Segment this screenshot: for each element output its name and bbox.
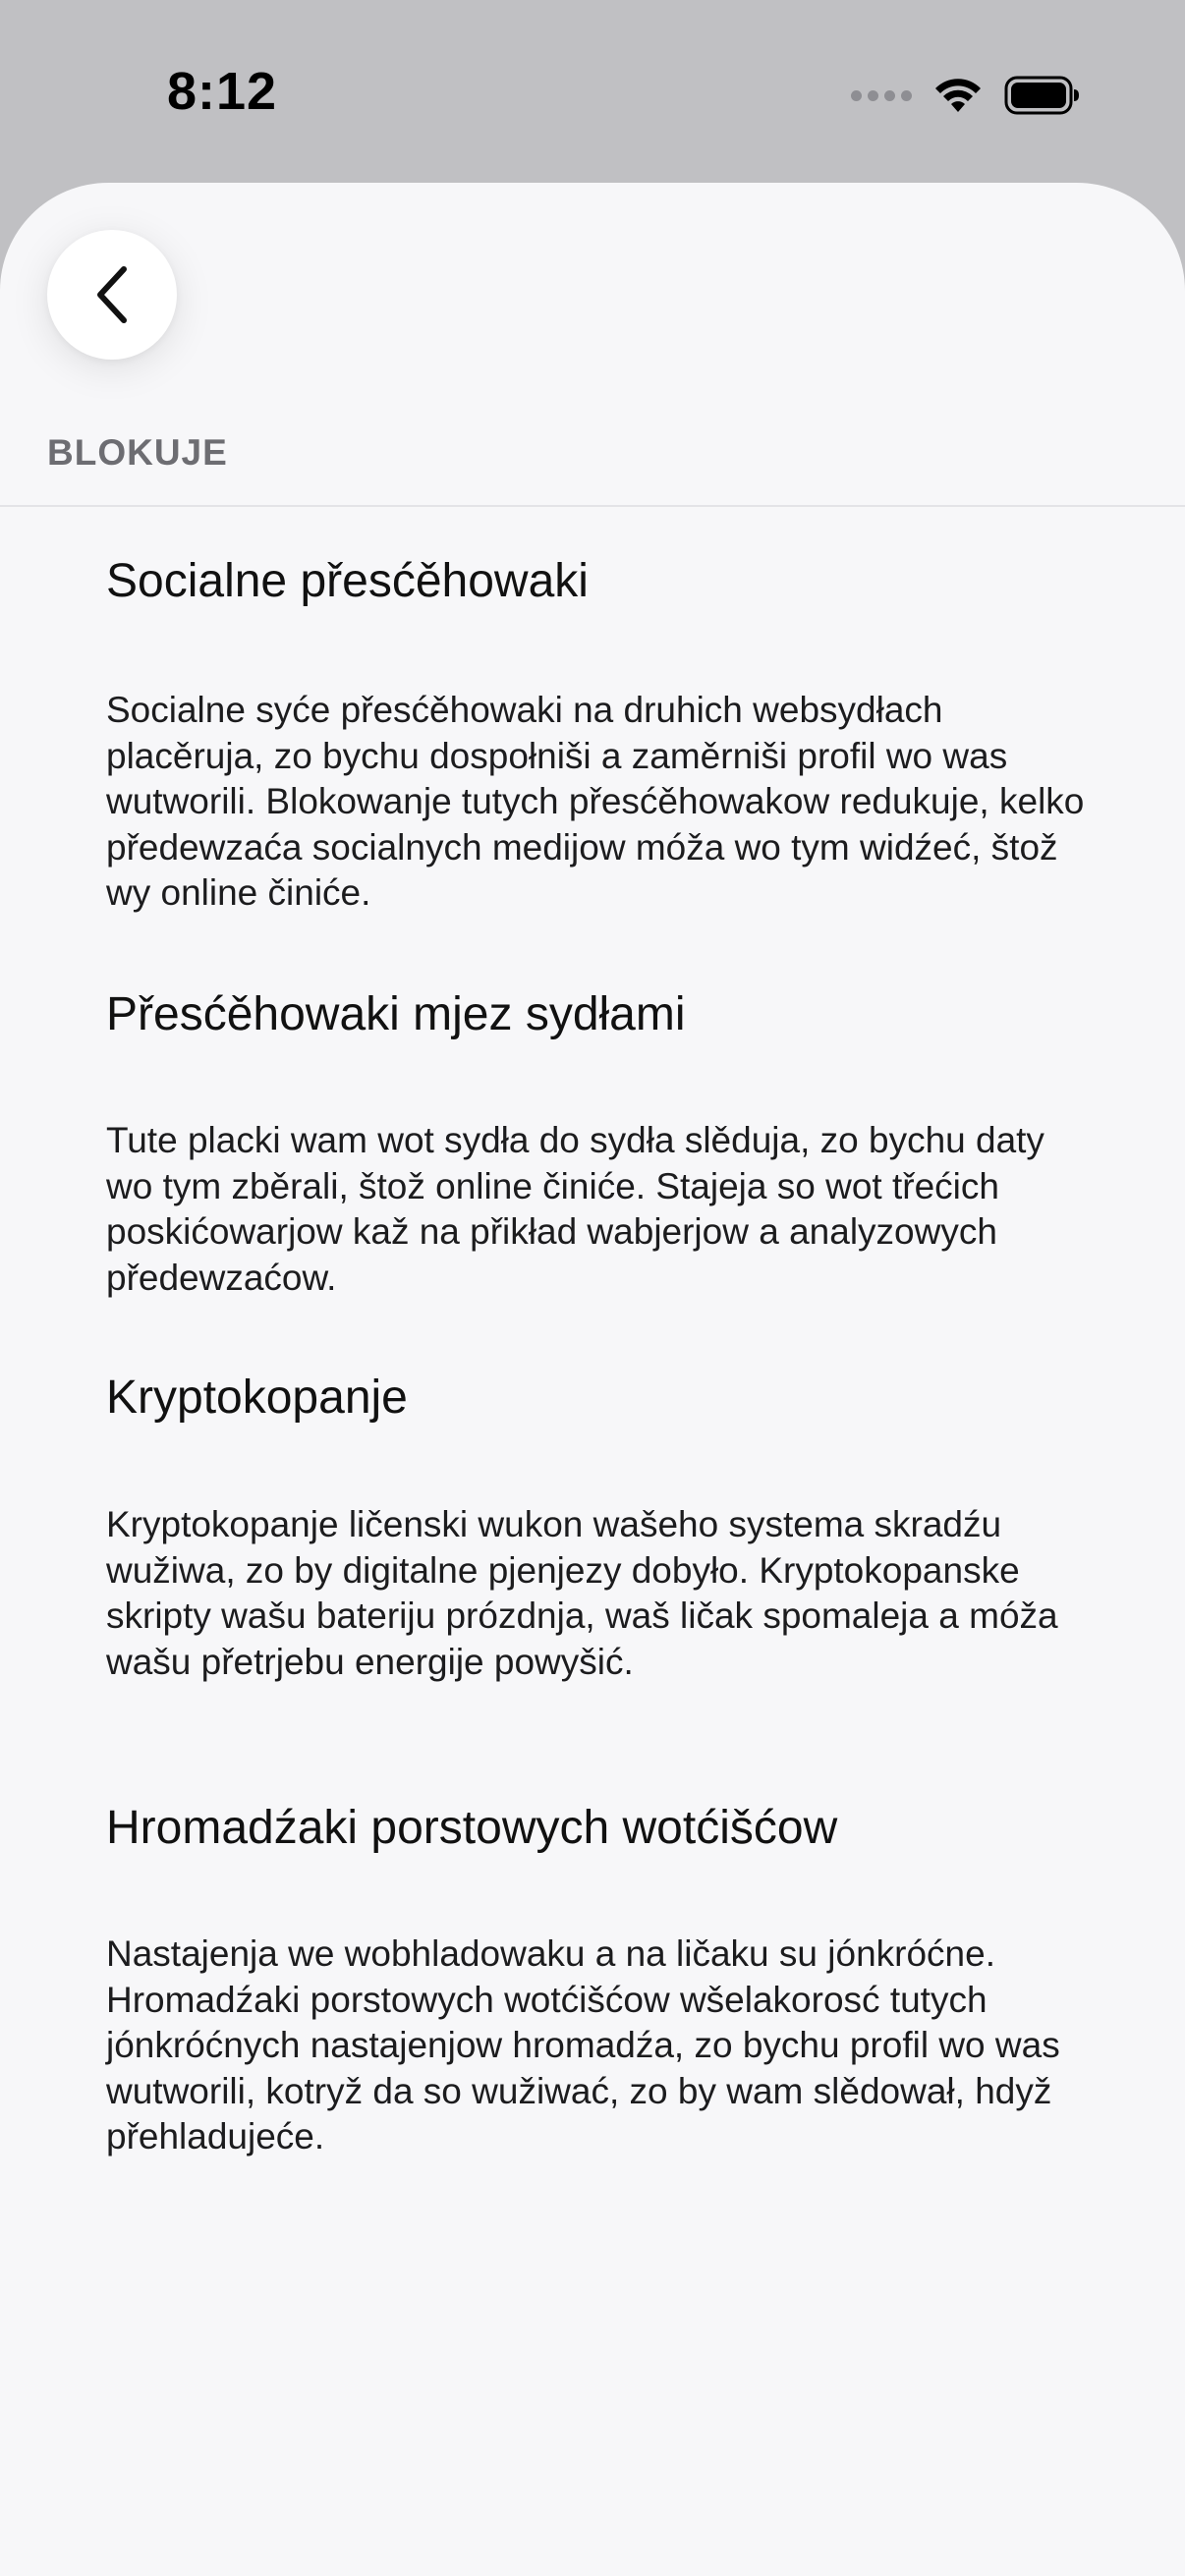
divider bbox=[0, 505, 1185, 507]
wifi-icon bbox=[933, 77, 983, 114]
item-body-cross-site-trackers: Tute placki wam wot sydła do sydła slěduja, zo bychu daty wo tym zběrali, štož online činiće. Stajeja so wot třećich poskićowarjow kaž na přikład wabjerjow a analyzowych předewzaćow. bbox=[106, 1120, 1044, 1298]
status-time: 8:12 bbox=[167, 62, 278, 121]
status-icons bbox=[851, 71, 1081, 120]
back-button[interactable] bbox=[47, 230, 177, 360]
item-title-social-trackers: Socialne přesćěhowaki bbox=[106, 555, 589, 607]
chevron-left-icon bbox=[90, 263, 134, 326]
battery-icon bbox=[1004, 76, 1081, 115]
item-body-social-trackers: Socialne syće přesćěhowaki na druhich websydłach placěruja, zo bychu dospołniši a zaměrniši profil wo was wutworili. Blokowanje tutych přesćěhowakow redukuje, kelko předewzaća socialnych medijow móža wo tym widźeć, štož wy online činiće. bbox=[106, 690, 1085, 913]
signal-icon bbox=[851, 90, 912, 101]
item-title-cryptominers: Kryptokopanje bbox=[106, 1372, 408, 1424]
section-header: BLOKUJE bbox=[47, 432, 228, 473]
tracker-info-sheet bbox=[0, 183, 1185, 2576]
item-title-fingerprinters: Hromadźaki porstowych wotćišćow bbox=[106, 1802, 838, 1854]
status-bar bbox=[0, 0, 1185, 183]
item-body-cryptominers: Kryptokopanje ličenski wukon wašeho systema skradźu wužiwa, zo by digitalne pjenjezy dobyło. Kryptokopanske skripty wašu bateriju prózdnja, waš ličak spomaleja a móža wašu přetrjebu energije powyšić. bbox=[106, 1504, 1058, 1682]
item-body-fingerprinters: Nastajenja we wobhladowaku a na ličaku su jónkróćne. Hromadźaki porstowych wotćišćow wšelakorosć tutych jónkróćnych nastajenjow hromadźa, zo bychu profil wo was wutworili, kotryž da so wužiwać, zo by wam slědował, hdyž přehladujeće. bbox=[106, 1933, 1060, 2156]
item-title-cross-site-trackers: Přesćěhowaki mjez sydłami bbox=[106, 988, 686, 1040]
